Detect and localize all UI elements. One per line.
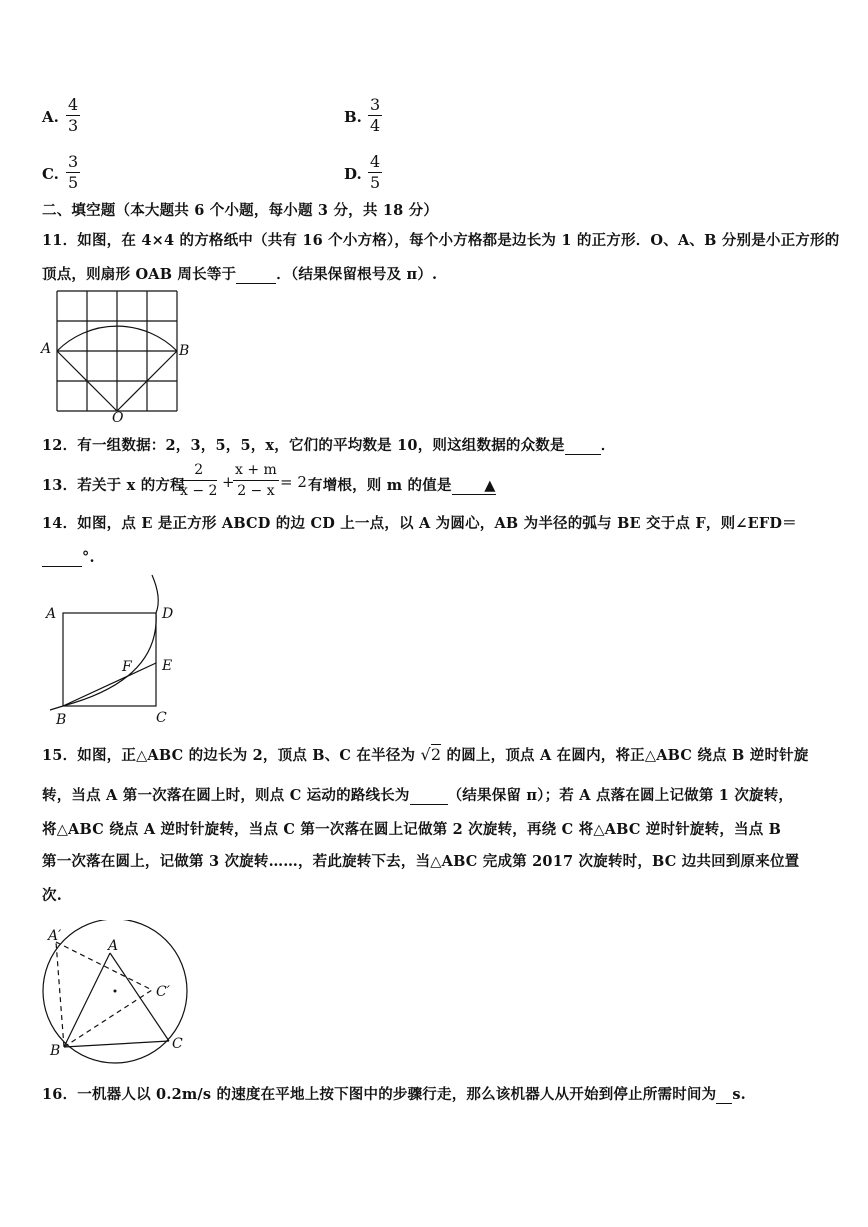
q11-line2 <box>42 263 437 284</box>
option-b-denominator: 4 <box>370 116 381 135</box>
q13-post-line <box>308 474 496 495</box>
option-d-numerator: 4 <box>370 152 381 171</box>
q14-line2 <box>42 549 95 567</box>
option-c-fraction <box>66 153 80 193</box>
q14-label-a: A <box>46 606 57 622</box>
q12-text: 12．有一组数据：2，3，5，5，x，它们的平均数是 10，则这组数据的众数是 <box>42 437 565 454</box>
q14-line1: 14．如图，点 E 是正方形 ABCD 的边 CD 上一点，以 A 为圆心，AB 为半径的弧与 BE 交于点 F，则∠EFD＝ <box>42 515 797 532</box>
q13-f2-denominator: 2 − x <box>237 483 275 499</box>
q16-line <box>42 1083 746 1104</box>
q16-end: s. <box>732 1086 746 1103</box>
q15-line2 <box>42 784 793 805</box>
option-c-label: C. <box>42 165 59 183</box>
option-b-numerator: 3 <box>370 95 381 114</box>
q13-f1-denominator: x − 2 <box>180 483 218 499</box>
q15-label-b: B <box>50 1043 61 1059</box>
q13-f1-numerator: 2 <box>180 461 217 481</box>
q15-label-a: A <box>108 938 119 954</box>
q15-line2-rest: （结果保留 π）；若 A 点落在圆上记做第 1 次旋转， <box>447 787 794 804</box>
q11-label-a: A <box>41 341 52 357</box>
q11-grid-figure <box>36 286 206 426</box>
q15-line1-text: 15．如图，正△ABC 的边长为 2，顶点 B、C 在半径为 <box>42 747 416 764</box>
q11-label-b: B <box>179 343 190 359</box>
option-d-denominator: 5 <box>370 173 381 192</box>
q15-label-c-prime: C′ <box>156 984 170 1000</box>
option-d-label: D. <box>344 165 362 183</box>
q12-answer-blank[interactable] <box>565 437 601 455</box>
q15-sqrt-value: 2 <box>430 745 442 764</box>
q15-circle-figure <box>36 920 196 1070</box>
q15-answer-blank[interactable] <box>410 787 448 805</box>
option-a-numerator: 4 <box>68 95 79 114</box>
q15-line3: 将△ABC 绕点 A 逆时针旋转，当点 C 第一次落在圆上记做第 2 次旋转，再绕 C 将△ABC 逆时针旋转，当点 B <box>42 821 782 838</box>
q14-answer-blank[interactable] <box>42 549 82 567</box>
q15-line1-rest: 的圆上，顶点 A 在圆内，将正△ABC 绕点 B 逆时针旋 <box>446 747 809 764</box>
q15-sqrt-icon: √2 <box>420 745 442 764</box>
q12-line <box>42 434 615 455</box>
q13-fraction-2 <box>233 461 279 501</box>
q11-line1: 11．如图，在 4×4 的方格纸中（共有 16 个小方格），每个小方格都是边长为 1 的正方形．O、A、B 分别是小正方形的 <box>42 232 840 249</box>
q16-text: 16．一机器人以 0.2m/s 的速度在平地上按下图中的步骤行走，那么该机器人从开始到停止所需时间为 <box>42 1086 717 1103</box>
section-title: 二、填空题（本大题共 6 个小题，每小题 3 分，共 18 分） <box>42 202 439 219</box>
q15-label-c: C <box>172 1036 183 1052</box>
q11-line2-end: ．（结果保留根号及 π）. <box>276 266 438 283</box>
q15-line4: 第一次落在圆上，记做第 3 次旋转……，若此旋转下去，当△ABC 完成第 2017 次旋转时，BC 边共回到原来位置 <box>42 853 800 870</box>
option-c-numerator: 3 <box>68 152 79 171</box>
option-a-denominator: 3 <box>68 116 79 135</box>
option-a-fraction <box>66 96 80 136</box>
q13-plus: + <box>222 473 235 491</box>
q14-end: °. <box>82 549 95 566</box>
option-c-denominator: 5 <box>68 173 79 192</box>
q13-triangle-icon: ▲ <box>484 477 496 494</box>
option-b-label: B. <box>344 108 362 126</box>
q15-line2-text: 转，当点 A 第一次落在圆上时，则点 C 运动的路线长为 <box>42 787 410 804</box>
q16-answer-blank[interactable] <box>716 1086 732 1104</box>
option-a-label: A. <box>42 108 59 126</box>
q14-label-b: B <box>56 712 67 728</box>
q14-label-d: D <box>162 606 174 622</box>
q13-answer-blank[interactable] <box>452 477 496 495</box>
option-b-fraction <box>368 96 382 136</box>
q11-line2-text: 顶点，则扇形 OAB 周长等于 <box>42 266 237 283</box>
q14-label-e: E <box>162 658 173 674</box>
q11-label-o: O <box>112 410 124 426</box>
q15-label-a-prime: A′ <box>48 928 62 944</box>
q13-fraction-1 <box>180 461 217 501</box>
q14-label-f: F <box>122 659 132 675</box>
q12-end: ． <box>600 437 616 454</box>
q13-f2-numerator: x + m <box>233 461 279 481</box>
q15-line1 <box>42 744 809 765</box>
q13-equals: = 2 <box>280 473 307 491</box>
q11-answer-blank[interactable] <box>236 266 276 284</box>
q14-label-c: C <box>156 710 167 726</box>
q13-pre: 13．若关于 x 的方程 <box>42 477 185 494</box>
q15-line5: 次. <box>42 887 62 904</box>
q13-post: 有增根，则 m 的值是 <box>308 477 452 494</box>
option-d-fraction <box>368 153 382 193</box>
q14-square-figure <box>40 570 190 730</box>
